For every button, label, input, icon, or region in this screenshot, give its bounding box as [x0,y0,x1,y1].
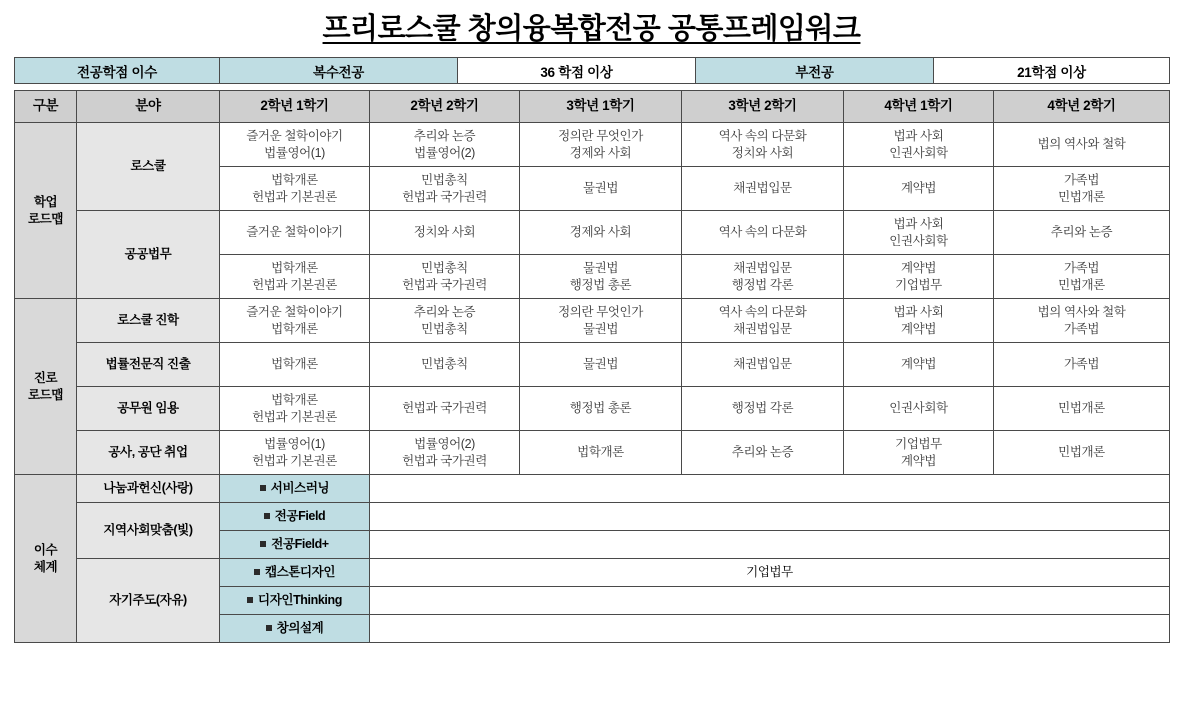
course-cell: 법률영어(2) 헌법과 국가권력 [370,431,520,475]
course-cell: 즐거운 철학이야기 법률영어(1) [220,123,370,167]
table-row [15,431,1170,475]
item-label-major-field: 전공Field [220,503,370,531]
course-cell: 추리와 논증 [994,211,1170,255]
course-cell: 법학개론 헌법과 기본권론 [220,387,370,431]
item-label-major-field-plus: 전공Field+ [220,531,370,559]
course-cell: 채권법입문 [682,167,844,211]
credit-value-minor: 21학점 이상 [934,58,1170,84]
table-row [15,475,1170,503]
table-row [15,211,1170,255]
field-label-public-legal: 공공법무 [77,211,220,299]
course-cell: 가족법 민법개론 [994,167,1170,211]
item-label-design-thinking: 디자인Thinking [220,587,370,615]
credit-label-minor: 부전공 [696,58,934,84]
credit-value-double-major: 36 학점 이상 [458,58,696,84]
course-cell: 추리와 논증 민법총칙 [370,299,520,343]
course-cell: 경제와 사회 [520,211,682,255]
column-header-y4s1: 4학년 1학기 [844,91,994,123]
course-cell: 민법개론 [994,431,1170,475]
square-bullet-icon [264,513,270,519]
field-label-lawschool-admission: 로스쿨 진학 [77,299,220,343]
course-cell: 법과 사회 인권사회학 [844,123,994,167]
course-cell: 가족법 민법개론 [994,255,1170,299]
table-row [15,343,1170,387]
credit-label-double-major: 복수전공 [220,58,458,84]
curriculum-framework-table [14,90,1170,643]
credit-label-major: 전공학점 이수 [15,58,220,84]
column-header-y2s1: 2학년 1학기 [220,91,370,123]
course-cell: 민법총칙 헌법과 국가권력 [370,255,520,299]
course-cell: 법학개론 헌법과 기본권론 [220,255,370,299]
course-cell: 역사 속의 다문화 [682,211,844,255]
square-bullet-icon [260,485,266,491]
table-row [15,559,1170,587]
square-bullet-icon [254,569,260,575]
group-label-sharing: 나눔과헌신(사랑) [77,475,220,503]
item-label-service-learning: 서비스러닝 [220,475,370,503]
item-value-major-field [370,503,1170,531]
course-cell: 정의란 무엇인가 경제와 사회 [520,123,682,167]
course-cell: 즐거운 철학이야기 법학개론 [220,299,370,343]
item-value-major-field-plus [370,531,1170,559]
course-cell: 즐거운 철학이야기 [220,211,370,255]
group-label-self-directed: 자기주도(자유) [77,559,220,643]
course-cell: 추리와 논증 법률영어(2) [370,123,520,167]
item-value-creative-design [370,615,1170,643]
section-label-career: 진로 로드맵 [15,299,77,475]
document-page [0,6,1183,721]
course-cell: 채권법입문 행정법 각론 [682,255,844,299]
field-label-lawschool: 로스쿨 [77,123,220,211]
course-cell: 법의 역사와 철학 가족법 [994,299,1170,343]
square-bullet-icon [247,597,253,603]
item-label-capstone-design: 캡스톤디자인 [220,559,370,587]
course-cell: 가족법 [994,343,1170,387]
item-label-creative-design: 창의설계 [220,615,370,643]
course-cell: 정치와 사회 [370,211,520,255]
course-cell: 계약법 [844,167,994,211]
credit-requirement-table [14,57,1170,84]
column-header-y3s2: 3학년 2학기 [682,91,844,123]
course-cell: 계약법 [844,343,994,387]
course-cell: 계약법 기업법무 [844,255,994,299]
course-cell: 법과 사회 인권사회학 [844,211,994,255]
course-cell: 법률영어(1) 헌법과 기본권론 [220,431,370,475]
course-cell: 민법개론 [994,387,1170,431]
course-cell: 기업법무 계약법 [844,431,994,475]
column-header-category: 구분 [15,91,77,123]
course-cell: 법과 사회 계약법 [844,299,994,343]
table-header-row [15,91,1170,123]
course-cell: 법학개론 헌법과 기본권론 [220,167,370,211]
table-row [15,503,1170,531]
course-cell: 채권법입문 [682,343,844,387]
page-title: 프리로스쿨 창의융복합전공 공통프레임워크 [322,13,861,45]
course-cell: 민법총칙 헌법과 국가권력 [370,167,520,211]
table-row [15,387,1170,431]
field-label-legal-professional: 법률전문직 진출 [77,343,220,387]
square-bullet-icon [266,625,272,631]
course-cell: 행정법 총론 [520,387,682,431]
course-cell: 물권법 [520,343,682,387]
group-label-community: 지역사회맞춤(빛) [77,503,220,559]
item-value-design-thinking [370,587,1170,615]
course-cell: 물권법 행정법 총론 [520,255,682,299]
column-header-y3s1: 3학년 1학기 [520,91,682,123]
column-header-y2s2: 2학년 2학기 [370,91,520,123]
field-label-public-corp: 공사, 공단 취업 [77,431,220,475]
course-cell: 법학개론 [520,431,682,475]
course-cell: 헌법과 국가권력 [370,387,520,431]
field-label-civil-service: 공무원 임용 [77,387,220,431]
course-cell: 물권법 [520,167,682,211]
table-row [15,299,1170,343]
section-label-academic: 학업 로드맵 [15,123,77,299]
course-cell: 법학개론 [220,343,370,387]
column-header-field: 분야 [77,91,220,123]
square-bullet-icon [260,541,266,547]
course-cell: 추리와 논증 [682,431,844,475]
course-cell: 행정법 각론 [682,387,844,431]
section-label-completion-system: 이수 체계 [15,475,77,643]
course-cell: 법의 역사와 철학 [994,123,1170,167]
table-row [15,123,1170,167]
item-value-service-learning [370,475,1170,503]
item-value-capstone-design: 기업법무 [370,559,1170,587]
course-cell: 정의란 무엇인가 물권법 [520,299,682,343]
course-cell: 역사 속의 다문화 채권법입문 [682,299,844,343]
table-row [15,58,1170,84]
course-cell: 인권사회학 [844,387,994,431]
course-cell: 민법총칙 [370,343,520,387]
course-cell: 역사 속의 다문화 정치와 사회 [682,123,844,167]
column-header-y4s2: 4학년 2학기 [994,91,1170,123]
